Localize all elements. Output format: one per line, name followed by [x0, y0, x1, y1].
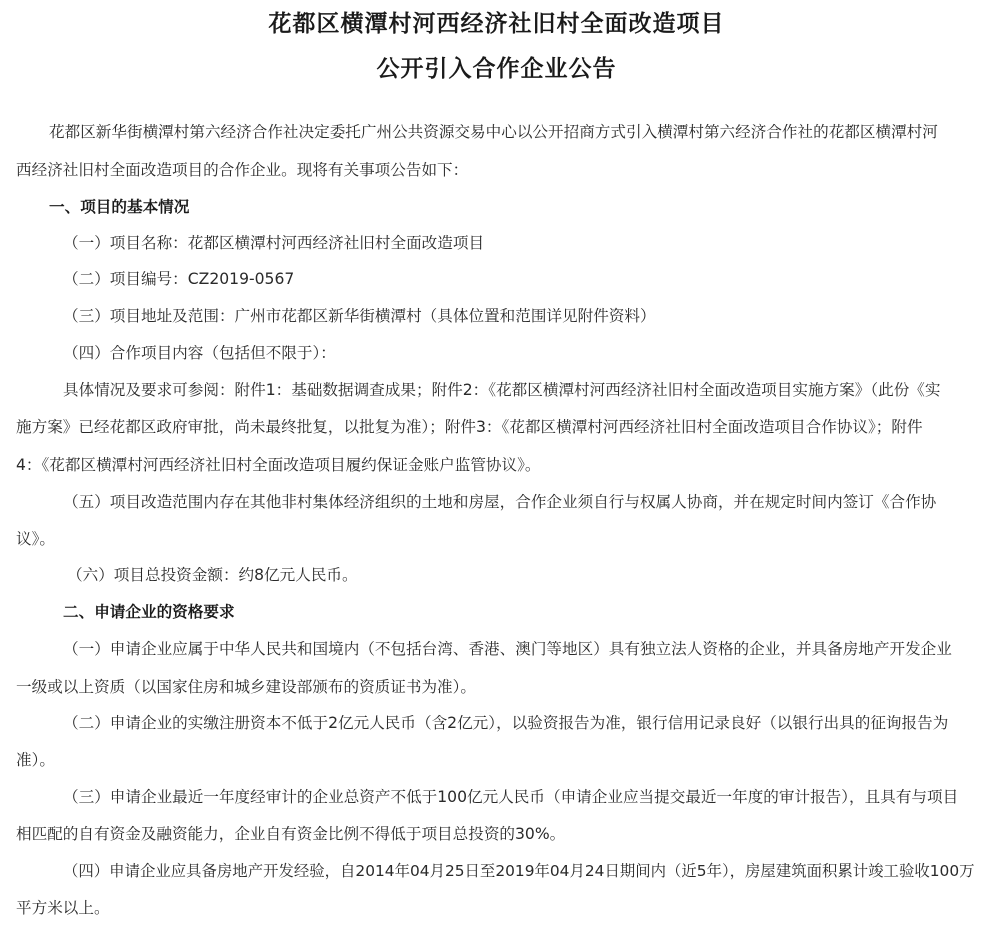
qualification-item-1-line-2: 一级或以上资质（以国家住房和城乡建设部颁布的资质证书为准）。: [16, 678, 477, 696]
total-investment-item: （六）项目总投资金额：约8亿元人民币。: [67, 566, 358, 584]
project-name-item: （一）项目名称：花都区横潭村河西经济社旧村全面改造项目: [63, 234, 485, 252]
section-heading-1: 一、项目的基本情况: [49, 198, 190, 216]
qualification-item-4-line-2: 平方米以上。: [16, 899, 110, 917]
qualification-item-3-line-1: （三）申请企业最近一年度经审计的企业总资产不低于100亿元人民币（申请企业应当提交最近一年度的审计报告），且具有与项目: [63, 788, 959, 806]
intro-paragraph-line-2: 西经济社旧村全面改造项目的合作企业。现将有关事项公告如下：: [16, 161, 469, 179]
qualification-item-4-line-1: （四）申请企业应具备房地产开发经验，自2014年04月25日至2019年04月24日期间内（近5年），房屋建筑面积累计竣工验收100万: [63, 862, 975, 880]
qualification-item-2-line-2: 准）。: [16, 751, 55, 769]
project-number-item: （二）项目编号：CZ2019-0567: [63, 270, 295, 288]
qualification-item-2-line-1: （二）申请企业的实缴注册资本不低于2亿元人民币（含2亿元），以验资报告为准，银行信用记录良好（以银行出具的征询报告为: [63, 714, 949, 732]
section-heading-2: 二、申请企业的资格要求: [63, 603, 235, 621]
attachments-paragraph-line-1: 具体情况及要求可参阅：附件1：基础数据调查成果；附件2：《花都区横潭村河西经济社旧村全面改造项目实施方案》（此份《实: [63, 381, 941, 399]
land-negotiation-item-line-2: 议》。: [16, 530, 55, 548]
attachments-paragraph-line-2: 施方案》已经花都区政府审批，尚未最终批复，以批复为准）；附件3：《花都区横潭村河西经济社旧村全面改造项目合作协议》；附件: [16, 418, 923, 436]
attachments-paragraph-line-3: 4：《花都区横潭村河西经济社旧村全面改造项目履约保证金账户监管协议》。: [16, 456, 541, 474]
qualification-item-3-line-2: 相匹配的自有资金及融资能力，企业自有资金比例不得低于项目总投资的30%。: [16, 825, 566, 843]
cooperation-content-item: （四）合作项目内容（包括但不限于）：: [63, 344, 336, 362]
document-title-line-1: 花都区横潭村河西经济社旧村全面改造项目: [268, 10, 725, 37]
qualification-item-1-line-1: （一）申请企业应属于中华人民共和国境内（不包括台湾、香港、澳门等地区）具有独立法人资格的企业，并具备房地产开发企业: [63, 640, 952, 658]
intro-paragraph-line-1: 花都区新华街横潭村第六经济合作社决定委托广州公共资源交易中心以公开招商方式引入横潭村第六经济合作社的花都区横潭村河: [49, 123, 938, 141]
project-address-item: （三）项目地址及范围：广州市花都区新华街横潭村（具体位置和范围详见附件资料）: [63, 307, 656, 325]
document-title-line-2: 公开引入合作企业公告: [376, 55, 617, 82]
land-negotiation-item-line-1: （五）项目改造范围内存在其他非村集体经济组织的土地和房屋，合作企业须自行与权属人协商，并在规定时间内签订《合作协: [63, 493, 937, 511]
